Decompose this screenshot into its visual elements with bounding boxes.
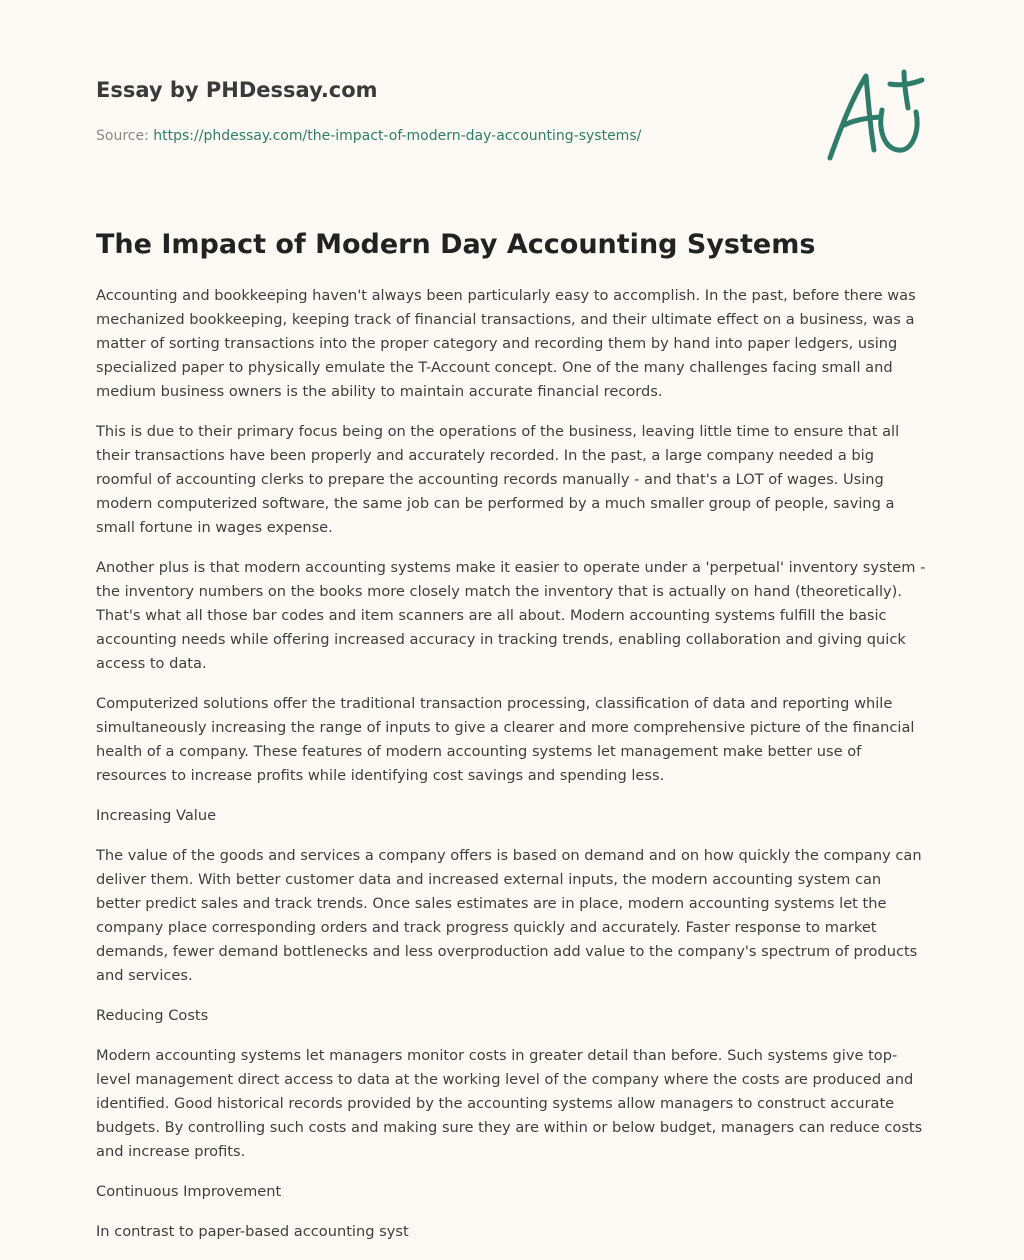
section-heading: Continuous Improvement [96,1183,282,1200]
source-label: Source: [96,128,149,144]
paragraph: Another plus is that modern accounting systems make it easier to operate under a 'perpetual' inventory system - the inventory numbers on the books more closely match the inventory that is actually on hand (theoretically). That's what all those bar codes and item scanners are all about. Modern accounting systems fulfill the basic accounting needs while offering increased accuracy in tracking trends, enabling collaboration and giving quick access to data. [96,559,926,672]
section-heading: Increasing Value [96,807,217,824]
source-line [96,126,928,146]
brand-title: Essay by PHDessay.com [96,78,378,102]
paragraph: Accounting and bookkeeping haven't always been particularly easy to accomplish. In the past, before there was mechanized bookkeeping, keeping track of financial transactions, and their ultimate effect on a business, was a matter of sorting transactions into the proper category and recording them by hand into paper ledgers, using specialized paper to physically emulate the T-Account concept. One of the many challenges facing small and medium business owners is the ability to maintain accurate financial records. [96,287,916,400]
section-heading: Reducing Costs [96,1007,209,1024]
paragraph: This is due to their primary focus being on the operations of the business, leaving little time to ensure that all their transactions have been properly and accurately recorded. In the past, a large company needed a big roomful of accounting clerks to prepare the accounting records manually - and that's a LOT of wages. Using modern computerized software, the same job can be performed by a much smaller group of people, saving a small fortune in wages expense. [96,423,900,536]
paragraph: The value of the goods and services a company offers is based on demand and on how quickly the company can deliver them. With better customer data and increased external inputs, the modern accounting system can better predict sales and track trends. Once sales estimates are in place, modern accounting systems let the company place corresponding orders and track progress quickly and accurately. Faster response to market demands, fewer demand bottlenecks and less overproduction add value to the company's spectrum of products and services. [96,847,922,984]
paragraph: Modern accounting systems let managers monitor costs in greater detail than before. Such systems give top-level management direct access to data at the working level of the company where the costs are produced and identified. Good historical records provided by the accounting systems allow managers to construct accurate budgets. By controlling such costs and making sure they are within or below budget, managers can reduce costs and increase profits. [96,1047,923,1160]
essay-header [96,76,928,166]
essay-title: The Impact of Modern Day Accounting Systems [96,229,816,260]
source-link[interactable]: https://phdessay.com/the-impact-of-modern-day-accounting-systems/ [153,128,642,144]
essay-body [96,284,928,1260]
paragraph: In contrast to paper-based accounting syst [96,1223,409,1240]
a-plus-logo-icon [822,68,928,164]
paragraph: Computerized solutions offer the traditional transaction processing, classification of data and reporting while simultaneously increasing the range of inputs to give a clearer and more comprehensive picture of the financial health of a company. These features of modern accounting systems let management make better use of resources to increase profits while identifying cost savings and spending less. [96,695,915,784]
